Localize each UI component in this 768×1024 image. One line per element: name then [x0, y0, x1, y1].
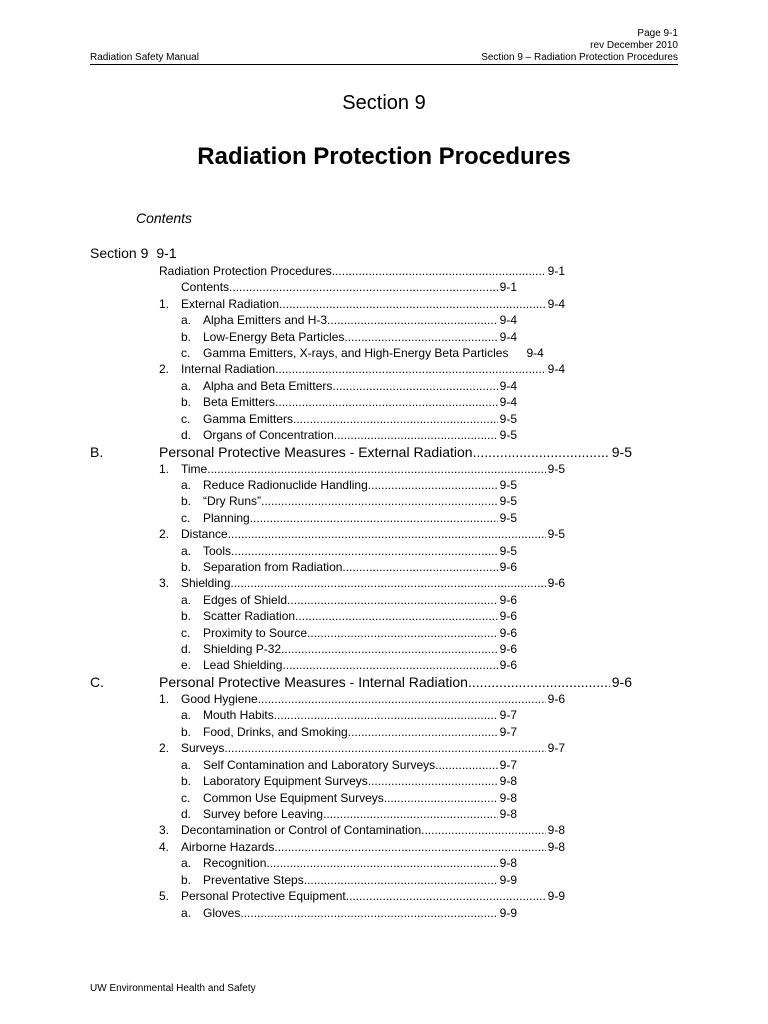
toc-entry-text: Shielding P-32: [203, 642, 282, 656]
toc-entry-text: Tools: [203, 544, 232, 558]
toc-major-letter: B.: [90, 444, 104, 460]
toc-leader-dots: [295, 608, 498, 624]
toc-entry[interactable]: [203, 657, 517, 673]
toc-entry-number: c.: [181, 511, 191, 525]
toc-entry-number: b.: [181, 330, 192, 344]
toc-entry[interactable]: [203, 905, 517, 921]
toc-entry-number: a.: [181, 544, 192, 558]
toc-entry-text: Gloves: [203, 906, 241, 920]
toc-entry-text: Common Use Equipment Surveys: [203, 791, 384, 805]
toc-entry-text: Scatter Radiation: [203, 609, 296, 623]
toc-entry-page: 9-6: [611, 674, 632, 690]
toc-leader-dots: [293, 411, 498, 427]
toc-leader-dots: [279, 296, 546, 312]
toc-entry-number: a.: [181, 478, 192, 492]
toc-leader-dots: [344, 329, 497, 345]
toc-entry-number: b.: [181, 774, 192, 788]
toc-leader-dots: [384, 790, 498, 806]
toc-entry-number: 5.: [159, 889, 170, 903]
toc-entry-number: a.: [181, 758, 192, 772]
toc-leader-dots: [287, 592, 498, 608]
toc-entry-text: Low-Energy Beta Particles: [203, 330, 345, 344]
toc-major-entry[interactable]: [159, 443, 632, 461]
toc-entry[interactable]: [203, 608, 517, 624]
toc-entry-text: Preventative Steps: [203, 873, 304, 887]
toc-entry-page: 9-7: [499, 758, 517, 772]
toc-leader-dots: [348, 724, 498, 740]
toc-entry[interactable]: [181, 839, 565, 855]
toc-entry-number: a.: [181, 856, 192, 870]
toc-entry-text: Alpha Emitters and H-3: [203, 313, 328, 327]
toc-entry-page: 9-5: [611, 444, 632, 460]
toc-entry-number: 1.: [159, 297, 170, 311]
toc-section-name: Section 9: [90, 245, 149, 261]
toc-entry[interactable]: [181, 888, 565, 904]
toc-entry-text: Recognition: [203, 856, 267, 870]
toc-entry-page: 9-9: [547, 889, 565, 903]
toc-entry-text: Personal Protective Measures - Internal Radiation: [159, 674, 468, 690]
toc-entry-number: a.: [181, 379, 192, 393]
toc-entry-page: 9-8: [547, 840, 565, 854]
toc-entry[interactable]: [203, 773, 517, 789]
toc-entry-page: 9-8: [499, 774, 517, 788]
toc-entry-page: 9-5: [547, 527, 565, 541]
toc-entry[interactable]: [203, 790, 517, 806]
toc-entry[interactable]: [203, 872, 517, 888]
toc-entry-page: 9-4: [499, 379, 517, 393]
toc-entry[interactable]: [203, 477, 517, 493]
toc-entry-number: b.: [181, 609, 192, 623]
toc-entry-text: Planning: [203, 511, 250, 525]
toc-entry-page: 9-5: [499, 428, 517, 442]
toc-entry[interactable]: [181, 361, 565, 377]
toc-entry[interactable]: [203, 378, 517, 394]
toc-entry-text: Separation from Radiation: [203, 560, 343, 574]
toc-entry-page: 9-8: [499, 807, 517, 821]
toc-entry-text: Survey before Leaving: [203, 807, 324, 821]
toc-entry[interactable]: [181, 526, 565, 542]
toc-leader-dots: [240, 905, 497, 921]
toc-entry-page: 9-9: [499, 906, 517, 920]
toc-entry-text: Shielding: [181, 576, 231, 590]
toc-entry-text: Gamma Emitters: [203, 412, 294, 426]
toc-entry[interactable]: [159, 263, 565, 279]
toc-entry-number: b.: [181, 395, 192, 409]
toc-entry-page: 9-4: [499, 395, 517, 409]
manual-title: Radiation Safety Manual: [90, 52, 199, 63]
toc-entry-number: a.: [181, 906, 192, 920]
toc-leader-dots: [368, 477, 498, 493]
toc-leader-dots: [342, 559, 497, 575]
toc-leader-dots: [304, 872, 498, 888]
toc-entry-number: a.: [181, 593, 192, 607]
toc-entry-page: 9-6: [499, 626, 517, 640]
toc-entry-text: Internal Radiation: [181, 362, 276, 376]
toc-entry-number: a.: [181, 313, 192, 327]
toc-entry[interactable]: [203, 855, 517, 871]
toc-leader-dots: [230, 575, 545, 591]
toc-entry-text: Contents: [181, 280, 230, 294]
toc-leader-dots: [368, 773, 498, 789]
toc-entry[interactable]: [203, 625, 517, 641]
toc-entry-text: Radiation Protection Procedures: [159, 264, 332, 278]
toc-entry-page: 9-5: [547, 462, 565, 476]
toc-entry-page: 9-8: [499, 856, 517, 870]
toc-entry-text: Lead Shielding: [203, 658, 283, 672]
toc-leader-dots: [229, 279, 498, 295]
toc-major-letter: C.: [90, 674, 104, 690]
toc-entry-page: 9-6: [547, 692, 565, 706]
toc-entry[interactable]: [203, 641, 517, 657]
toc-entry-number: a.: [181, 708, 192, 722]
toc-entry-number: d.: [181, 807, 192, 821]
toc-entry-text: External Radiation: [181, 297, 280, 311]
toc-entry-number: 2.: [159, 741, 170, 755]
toc-entry-page: 9-4: [547, 297, 565, 311]
toc-entry-page: 9-5: [499, 412, 517, 426]
toc-entry-page: 9-7: [499, 725, 517, 739]
toc-entry-page: 9-6: [499, 609, 517, 623]
toc-entry[interactable]: [203, 427, 517, 443]
section-heading: Section 9: [342, 92, 426, 114]
toc-leader-dots: [473, 443, 610, 461]
toc-entry-text: Airborne Hazards: [181, 840, 275, 854]
toc-entry-number: b.: [181, 873, 192, 887]
toc-entry[interactable]: [203, 345, 544, 361]
toc-leader-dots: [323, 806, 498, 822]
toc-leader-dots: [250, 510, 498, 526]
toc-entry[interactable]: [203, 559, 517, 575]
toc-entry-text: Food, Drinks, and Smoking: [203, 725, 348, 739]
toc-entry[interactable]: [203, 707, 517, 723]
toc-entry-text: Reduce Radionuclide Handling: [203, 478, 368, 492]
toc-entry-page: 9-5: [499, 511, 517, 525]
toc-entry-text: Beta Emitters: [203, 395, 276, 409]
toc-entry-text: Personal Protective Equipment: [181, 889, 346, 903]
toc-entry[interactable]: [181, 822, 565, 838]
toc-entry[interactable]: [203, 510, 517, 526]
toc-leader-dots: [281, 641, 498, 657]
toc-entry-text: Time: [181, 462, 208, 476]
toc-entry-text: Self Contamination and Laboratory Surveys: [203, 758, 436, 772]
toc-entry-text: Decontamination or Control of Contamination: [181, 823, 422, 837]
toc-leader-dots: [266, 855, 497, 871]
toc-entry[interactable]: [181, 296, 565, 312]
contents-heading: Contents: [136, 210, 193, 226]
toc-leader-dots: [261, 493, 498, 509]
toc-entry-number: 4.: [159, 840, 170, 854]
toc-entry-number: d.: [181, 642, 192, 656]
toc-entry-text: “Dry Runs”: [203, 494, 262, 508]
toc-entry[interactable]: [203, 493, 517, 509]
toc-entry-text: Proximity to Source: [203, 626, 308, 640]
toc-entry-page: 9-1: [499, 280, 517, 294]
toc-leader-dots: [332, 263, 546, 279]
toc-entry-page: 9-5: [499, 478, 517, 492]
toc-entry-text: Organs of Concentration: [203, 428, 334, 442]
toc-major-entry[interactable]: [159, 673, 632, 691]
toc-entry[interactable]: [203, 411, 517, 427]
toc-entry[interactable]: [203, 724, 517, 740]
toc-leader-dots: [231, 543, 498, 559]
page-number: Page 9-1: [637, 28, 678, 39]
page-title: Radiation Protection Procedures: [197, 143, 571, 170]
toc-entry[interactable]: [203, 592, 517, 608]
toc-entry-page: 9-6: [547, 576, 565, 590]
toc-entry-text: Alpha and Beta Emitters: [203, 379, 333, 393]
toc-entry[interactable]: [203, 543, 517, 559]
toc-entry-number: c.: [181, 626, 191, 640]
toc-entry-text: Gamma Emitters, X-rays, and High-Energy Beta Particles: [203, 346, 509, 360]
toc-entry-number: 1.: [159, 462, 170, 476]
toc-entry-number: e.: [181, 658, 192, 672]
toc-entry-number: 3.: [159, 823, 170, 837]
toc-section-page: 9-1: [156, 245, 177, 261]
header-section-title: Section 9 – Radiation Protection Procedures: [481, 52, 678, 63]
toc-entry-number: c.: [181, 346, 191, 360]
toc-entry-page: 9-6: [499, 658, 517, 672]
toc-entry-page: 9-6: [499, 642, 517, 656]
toc-section-label[interactable]: [90, 245, 177, 261]
toc-leader-dots: [258, 691, 546, 707]
toc-entry-page: 9-4: [499, 330, 517, 344]
toc-entry-text: Mouth Habits: [203, 708, 274, 722]
toc-entry-page: 9-5: [499, 544, 517, 558]
toc-leader-dots: [224, 740, 545, 756]
revision-date: rev December 2010: [590, 40, 678, 51]
toc-leader-dots: [332, 378, 497, 394]
toc-entry-text: Edges of Shield: [203, 593, 288, 607]
toc-leader-dots: [207, 461, 545, 477]
toc-entry-page: 9-5: [499, 494, 517, 508]
toc-entry-number: b.: [181, 725, 192, 739]
toc-entry-page: 9-7: [499, 708, 517, 722]
toc-entry-text: Laboratory Equipment Surveys: [203, 774, 368, 788]
toc-entry-number: c.: [181, 791, 191, 805]
toc-entry-text: Personal Protective Measures - External Radiation: [159, 444, 473, 460]
toc-leader-dots: [275, 361, 546, 377]
toc-entry-page: 9-6: [499, 593, 517, 607]
toc-entry[interactable]: [203, 329, 517, 345]
footer-text: UW Environmental Health and Safety: [90, 983, 256, 994]
toc-leader-dots: [468, 673, 610, 691]
toc-entry-number: c.: [181, 412, 191, 426]
toc-entry-number: 2.: [159, 527, 170, 541]
toc-entry-page: 9-6: [499, 560, 517, 574]
toc-entry-number: d.: [181, 428, 192, 442]
toc-entry-page: 9-9: [499, 873, 517, 887]
toc-entry-text: Distance: [181, 527, 228, 541]
toc-entry-number: 1.: [159, 692, 170, 706]
toc-leader-dots: [307, 625, 498, 641]
toc-leader-dots: [282, 657, 497, 673]
toc-entry[interactable]: [181, 279, 517, 295]
toc-entry-number: 3.: [159, 576, 170, 590]
toc-entry-page: 9-1: [547, 264, 565, 278]
toc-entry-number: b.: [181, 494, 192, 508]
toc-leader-dots: [346, 888, 546, 904]
toc-leader-dots: [228, 526, 546, 542]
toc-entry[interactable]: [203, 757, 517, 773]
toc-entry-text: Good Hygiene: [181, 692, 258, 706]
toc-entry[interactable]: [181, 461, 565, 477]
toc-entry[interactable]: [181, 575, 565, 591]
toc-entry[interactable]: [203, 394, 517, 410]
toc-entry[interactable]: [181, 691, 565, 707]
toc-entry-page: 9-4: [526, 346, 544, 360]
toc-entry-page: 9-8: [499, 791, 517, 805]
toc-entry-page: 9-4: [499, 313, 517, 327]
toc-leader-dots: [421, 822, 546, 838]
toc-leader-dots: [274, 707, 498, 723]
toc-leader-dots: [327, 312, 498, 328]
toc-entry[interactable]: [203, 806, 517, 822]
toc-leader-dots: [435, 757, 498, 773]
toc-entry-page: 9-4: [547, 362, 565, 376]
toc-entry-page: 9-8: [547, 823, 565, 837]
toc-entry[interactable]: [181, 740, 565, 756]
toc-leader-dots: [334, 427, 498, 443]
toc-leader-dots: [274, 839, 545, 855]
toc-entry-number: 2.: [159, 362, 170, 376]
header-rule: [90, 64, 678, 65]
toc-entry-text: Surveys: [181, 741, 225, 755]
toc-leader-dots: [275, 394, 498, 410]
toc-entry-page: 9-7: [547, 741, 565, 755]
toc-entry[interactable]: [203, 312, 517, 328]
toc-entry-number: b.: [181, 560, 192, 574]
